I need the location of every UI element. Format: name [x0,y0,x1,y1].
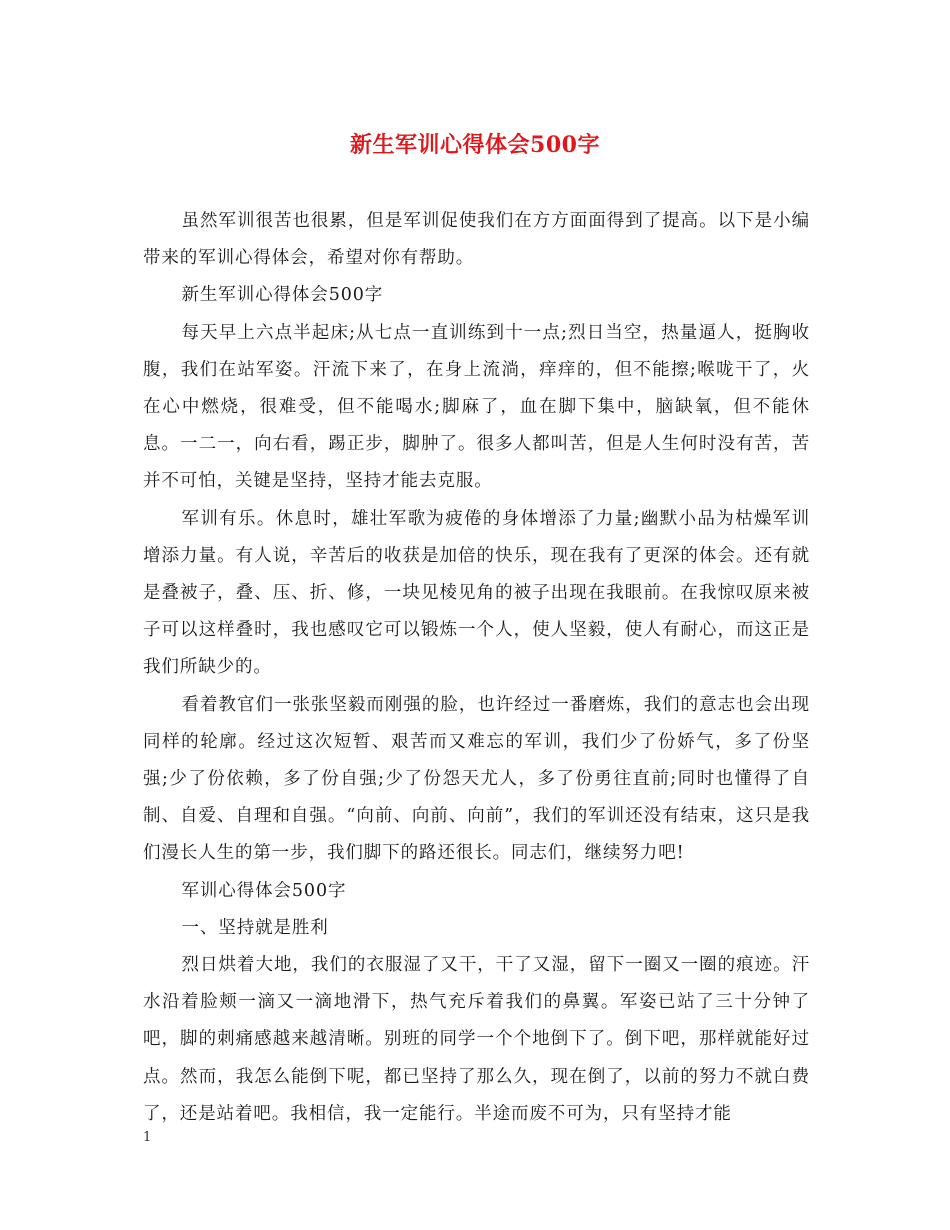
subsection-heading: 一、坚持就是胜利 [181,917,329,938]
page-number: 1 [143,1130,152,1145]
section-heading: 军训心得体会500字 [181,880,347,901]
paragraph: 看着教官们一张张坚毅而刚强的脸，也许经过一番磨炼，我们的意志也会出现同样的轮廓。经过这次短暂、艰苦而又难忘的军训，我们少了份娇气，多了份坚强;少了份依赖，多了份自强;少了份怨天尤人，多了份勇往直前;同时也懂得了自制、自爱、自理和自强。“向前、向前、向前”，我们的军训还没有结束，这只是我们漫长人生的第一步，我们脚下的路还很长。同志们，继续努力吧! [143,694,810,864]
page-title: 新生军训心得体会500字 [350,132,600,158]
document-body [143,203,810,1133]
paragraph: 每天早上六点半起床;从七点一直训练到十一点;烈日当空，热量逼人，挺胸收腹，我们在站军姿。汗流下来了，在身上流淌，痒痒的，但不能擦;喉咙干了，火在心中燃烧，很难受，但不能喝水;脚麻了，血在脚下集中，脑缺氧，但不能休息。一二一，向右看，踢正步，脚肿了。很多人都叫苦，但是人生何时没有苦，苦并不可怕，关键是坚持，坚持才能去克服。 [143,322,810,492]
paragraph-intro: 虽然军训很苦也很累，但是军训促使我们在方方面面得到了提高。以下是小编带来的军训心得体会，希望对你有帮助。 [143,211,810,269]
paragraph: 烈日烘着大地，我们的衣服湿了又干，干了又湿，留下一圈又一圈的痕迹。汗水沿着脸颊一滴又一滴地滑下，热气充斥着我们的鼻翼。军姿已站了三十分钟了吧，脚的刺痛感越来越清晰。别班的同学一个个地倒下了。倒下吧，那样就能好过点。然而，我怎么能倒下呢，都已坚持了那么久，现在倒了，以前的努力不就白费了，还是站着吧。我相信，我一定能行。半途而废不可为，只有坚持才能 [143,955,810,1124]
paragraph: 军训有乐。休息时，雄壮军歌为疲倦的身体增添了力量;幽默小品为枯燥军训增添力量。有人说，辛苦后的收获是加倍的快乐，现在我有了更深的体会。还有就是叠被子，叠、压、折、修，一块见棱见角的被子出现在我眼前。在我惊叹原来被子可以这样叠时，我也感叹它可以锻炼一个人，使人坚毅，使人有耐心，而这正是我们所缺少的。 [143,508,810,678]
section-heading: 新生军训心得体会500字 [181,285,384,306]
